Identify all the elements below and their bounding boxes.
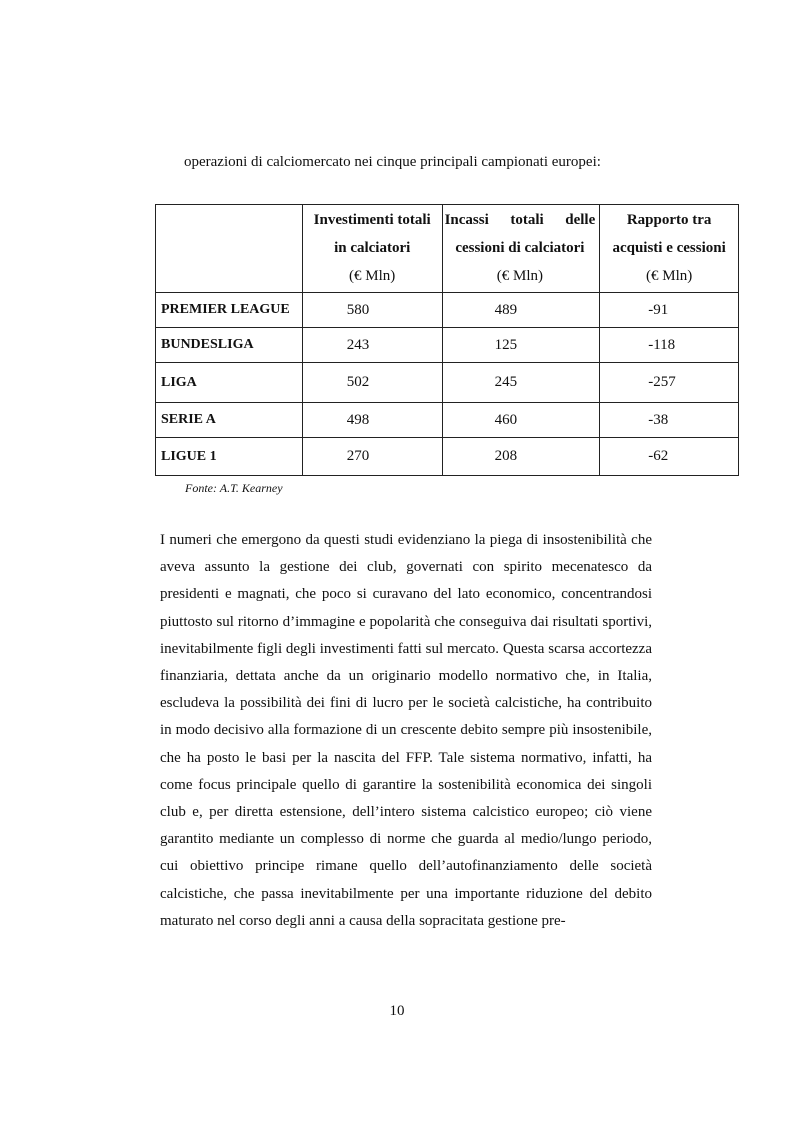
sales-value: 125 <box>442 328 600 363</box>
table-row <box>156 363 739 403</box>
paragraph-text: I numeri che emergono da questi studi evidenziano la piega di insostenibilità che aveva assunto la gestione dei club, governati con spirito mecenatesco da presidenti e magnati, che poco si curavano del lato economico, concentrandosi piuttosto sul ritorno d’immagine e popolarità che conseguiva dai risultati sportivi, inevitabilmente figli degli investimenti fatti sul mercato. Questa scarsa accortezza finanziaria, dettata anche da un originario modello normativo che, in Italia, escludeva la possibilità dei fini di lucro per le società calcistiche, ha contribuito in modo decisivo alla formazione di un crescente debito sempre più insostenibile, che ha posto le basi per la nascita del FFP. Tale sistema normativo, infatti, ha come focus principale quello di garantire la sostenibilità economica dei singoli club e, per diretta estensione, dell’intero sistema calcistico europeo; ciò viene garantito mediante un complesso di norme che guarda al medio/lungo periodo, cui obiettivo principe rimane quello dell’autofinanziamento delle società calcistiche, che passa inevitabilmente per una importante riduzione del debito maturato nel corso degli anni a causa della sopracitata gestione pre- <box>160 532 652 929</box>
ratio-value: -257 <box>600 363 739 403</box>
ratio-value: -91 <box>600 293 739 328</box>
investments-value: 498 <box>302 403 442 438</box>
league-name: BUNDESLIGA <box>156 328 303 363</box>
league-name: LIGUE 1 <box>156 438 303 476</box>
league-name: PREMIER LEAGUE <box>156 293 303 328</box>
league-name: SERIE A <box>156 403 303 438</box>
table-source-note: Fonte: A.T. Kearney <box>185 481 283 495</box>
league-name: LIGA <box>156 363 303 403</box>
investments-value: 243 <box>302 328 442 363</box>
investments-value: 580 <box>302 293 442 328</box>
investments-value: 270 <box>302 438 442 476</box>
header-empty-cell <box>156 205 303 293</box>
sales-value: 489 <box>442 293 600 328</box>
header-investments: Investimenti totali in calciatori (€ Mln) <box>302 205 442 293</box>
sales-value: 460 <box>442 403 600 438</box>
table-row <box>156 293 739 328</box>
header-ratio: Rapporto tra acquisti e cessioni (€ Mln) <box>600 205 739 293</box>
page-number: 10 <box>389 1003 405 1019</box>
body-paragraph <box>160 527 652 935</box>
ratio-value: -38 <box>600 403 739 438</box>
intro-text: operazioni di calciomercato nei cinque principali campionati europei: <box>184 154 601 170</box>
transfer-market-table <box>155 204 739 476</box>
table-row <box>156 328 739 363</box>
investments-value: 502 <box>302 363 442 403</box>
header-sales: Incassi totali delle cessioni di calciatori (€ Mln) <box>442 205 600 293</box>
table-header-row <box>156 205 739 293</box>
sales-value: 245 <box>442 363 600 403</box>
table-row <box>156 403 739 438</box>
table-row <box>156 438 739 476</box>
sales-value: 208 <box>442 438 600 476</box>
ratio-value: -118 <box>600 328 739 363</box>
ratio-value: -62 <box>600 438 739 476</box>
